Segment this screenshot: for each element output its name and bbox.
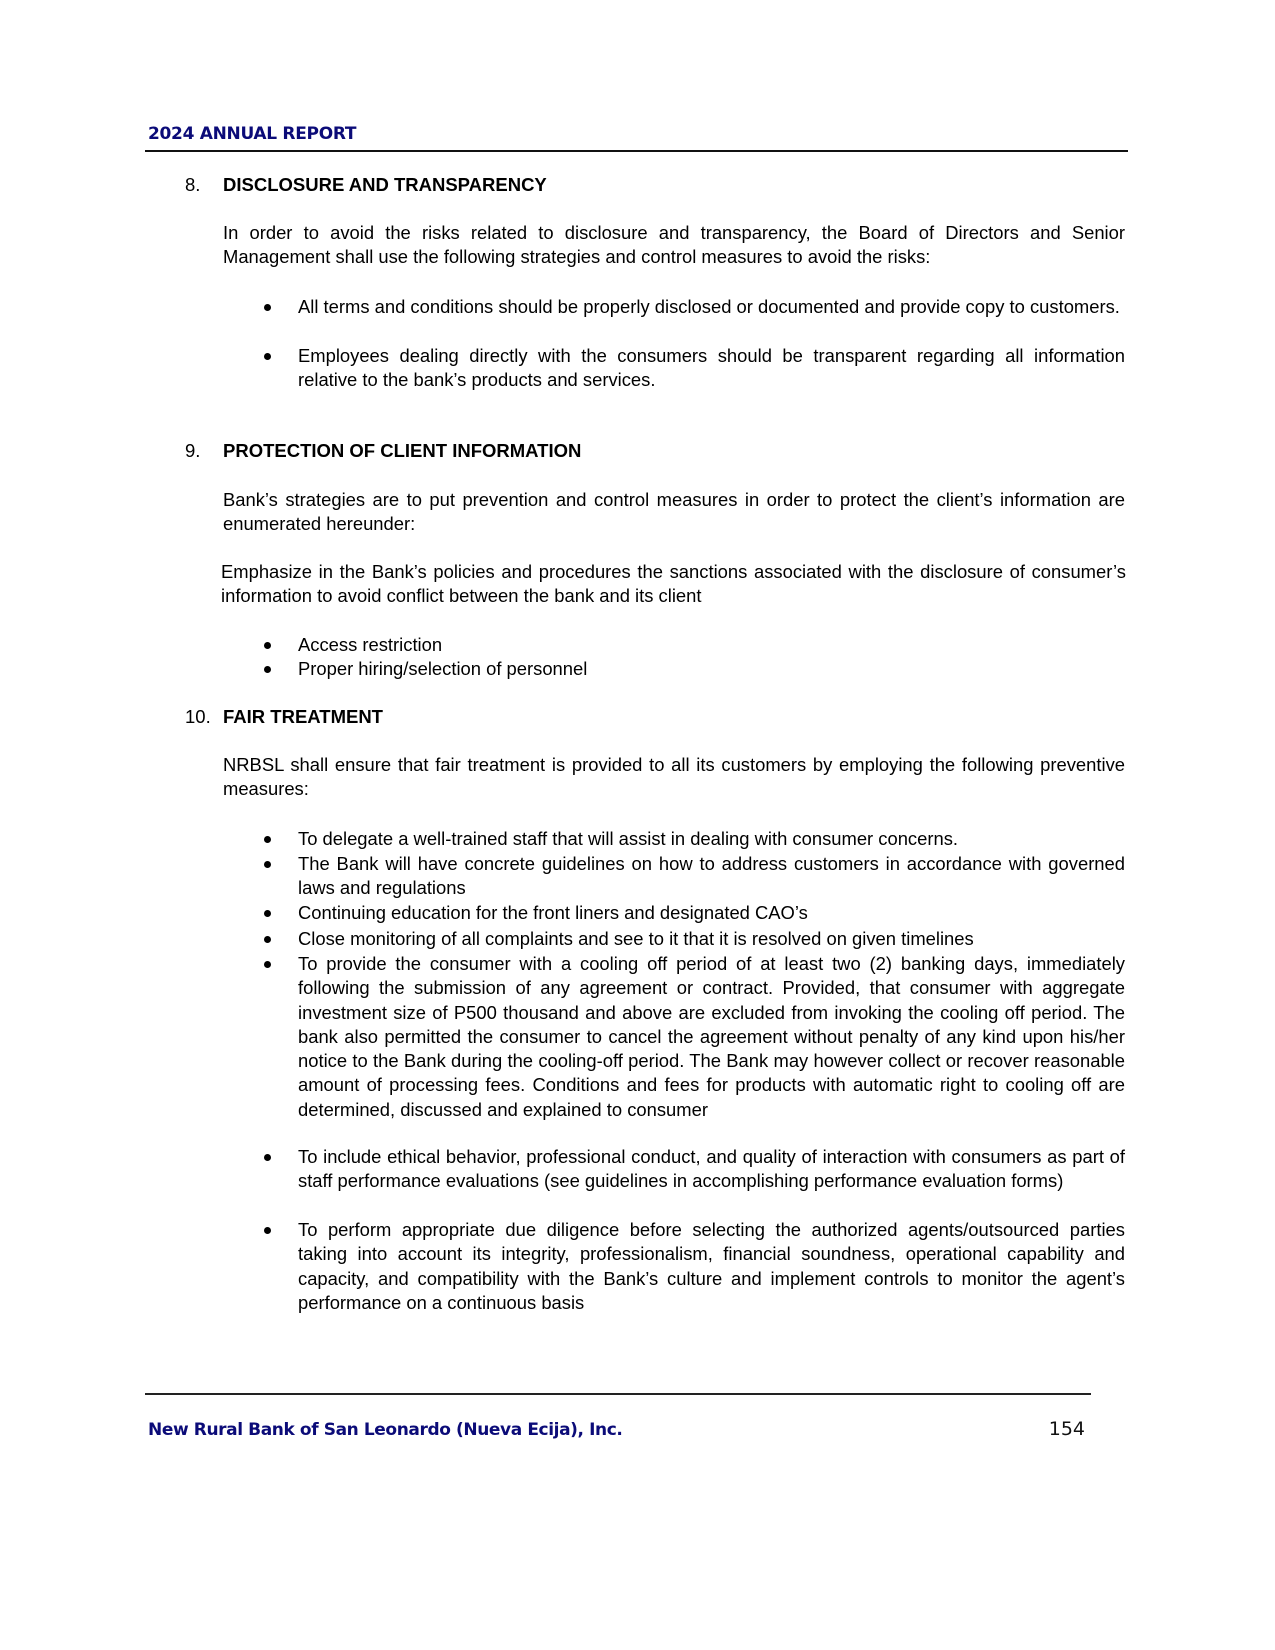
list-item: Proper hiring/selection of personnel [298,657,1125,681]
bullet-icon [264,936,271,943]
section-number: 10. [185,706,211,727]
list-item: To perform appropriate due diligence before selecting the authorized agents/outsourced parties taking into account its integrity, professionalism, financial soundness, operational capability and capacity, and compatibility with the Bank’s culture and implement controls to monitor the agent’s performance on a continuous basis [298,1218,1125,1315]
list-item: To delegate a well-trained staff that will assist in dealing with consumer concerns. [298,827,1125,851]
bullet-icon [264,1154,271,1161]
list-item: Access restriction [298,633,1125,657]
footer-organization-name: New Rural Bank of San Leonardo (Nueva Ecija), Inc. [148,1420,623,1440]
page-number: 154 [1048,1418,1085,1440]
list-item: Continuing education for the front liners and designated CAO’s [298,901,1125,925]
header-divider [145,150,1128,152]
list-item: The Bank will have concrete guidelines on how to address customers in accordance with governed laws and regulations [298,852,1125,901]
section-number: 8. [185,174,201,195]
footer-divider [145,1393,1091,1395]
bullet-icon [264,1227,271,1234]
section-heading-disclosure: DISCLOSURE AND TRANSPARENCY [223,174,547,195]
section-paragraph: Emphasize in the Bank’s policies and procedures the sanctions associated with the disclosure of consumer’s information to avoid conflict between the bank and its client [221,561,1126,607]
bullet-icon [264,910,271,917]
bullet-icon [264,836,271,843]
section-intro-paragraph: In order to avoid the risks related to disclosure and transparency, the Board of Directors and Senior Management shall use the following strategies and control measures to avoid the risks: [223,222,1125,268]
list-item: To include ethical behavior, professional conduct, and quality of interaction with consumers as part of staff performance evaluations (see guidelines in accomplishing performance evaluation forms) [298,1145,1125,1194]
section-heading-fair-treatment: FAIR TREATMENT [223,706,383,727]
section-heading-client-information: PROTECTION OF CLIENT INFORMATION [223,440,582,461]
list-item: Employees dealing directly with the consumers should be transparent regarding all information relative to the bank’s products and services. [298,344,1125,393]
section-intro-paragraph: NRBSL shall ensure that fair treatment is provided to all its customers by employing the following preventive measures: [223,754,1125,800]
list-item: To provide the consumer with a cooling off period of at least two (2) banking days, immediately following the submission of any agreement or contract. Provided, that consumer with aggregate investment size of P500 thousand and above are excluded from invoking the cooling off period. The bank also permitted the consumer to cancel the agreement without penalty of any kind upon his/her notice to the Bank during the cooling-off period. The Bank may however collect or recover reasonable amount of processing fees. Conditions and fees for products with automatic right to cooling off are determined, discussed and explained to consumer [298,952,1125,1122]
section-number: 9. [185,440,201,461]
bullet-icon [264,666,271,673]
section-intro-paragraph: Bank’s strategies are to put prevention and control measures in order to protect the client’s information are enumerated hereunder: [223,489,1125,535]
list-item: All terms and conditions should be properly disclosed or documented and provide copy to customers. [298,295,1125,319]
report-header-title: 2024 ANNUAL REPORT [148,124,357,144]
list-item: Close monitoring of all complaints and see to it that it is resolved on given timelines [298,927,1125,951]
bullet-icon [264,961,271,968]
bullet-icon [264,861,271,868]
bullet-icon [264,353,271,360]
bullet-icon [264,642,271,649]
bullet-icon [264,304,271,311]
